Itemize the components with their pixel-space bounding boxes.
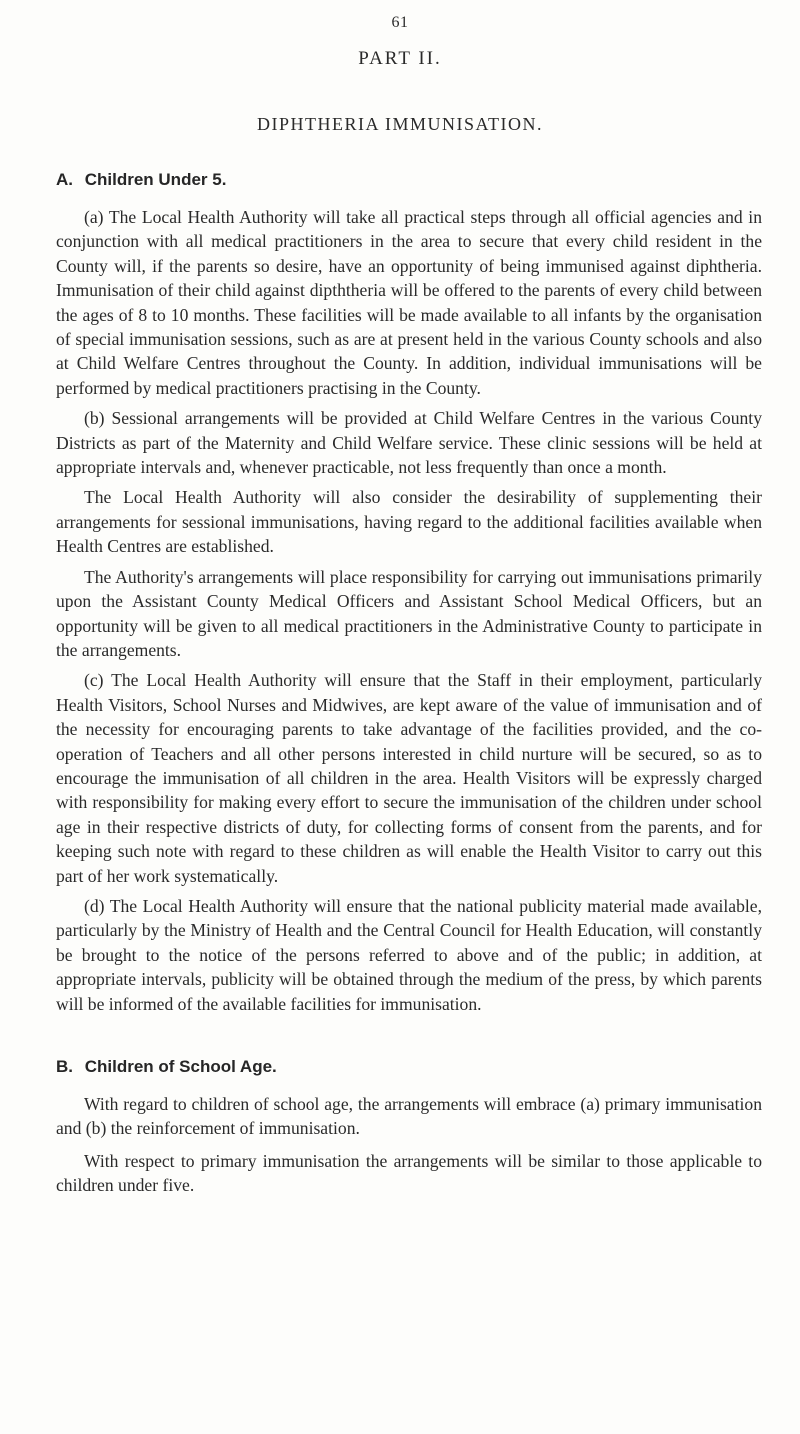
paragraph-b: (b) Sessional arrangements will be provided at Child Welfare Centres in the various County Districts as part of the Maternity and Child Welfare service. These clinic sessions will be held at appropriate intervals and, whenever practicable, not less frequently than once a month. [56, 408, 762, 478]
section-heading [56, 170, 762, 190]
section-children-under-5 [56, 170, 762, 1016]
page-number: 61 [391, 14, 409, 31]
section-heading [56, 1057, 762, 1077]
part-heading: PART II. [358, 48, 442, 69]
document-title: DIPHTHERIA IMMUNISATION. [257, 114, 543, 134]
paragraph-school-age-arrangements: With regard to children of school age, the arrangements will embrace (a) primary immunisation and (b) the reinforcement of immunisation. [56, 1094, 762, 1139]
paragraph-health-centres: The Local Health Authority will also consider the desirability of supplementing their arrangements for sessional immunisations, having regard to the additional facilities available when Health Centres are established. [56, 487, 762, 557]
section-letter: A. [56, 170, 73, 189]
paragraph-c: (c) The Local Health Authority will ensure that the Staff in their employment, particularly Health Visitors, School Nurses and Midwives, are kept aware of the value of immunisation and of the necessity for encouraging parents to take advantage of the facilities provided, and the co-operation of Teachers and all other persons interested in child nurture will be secured, so as to encourage the immunisation of all children in the area. Health Visitors will be expressly charged with responsibility for making every effort to secure the immunisation of the children under school age in their respective districts of duty, for collecting forms of consent from the parents, and for keeping such note with regard to these children as will enable the Health Visitor to carry out this part of her work systematically. [56, 670, 762, 886]
paragraph-d: (d) The Local Health Authority will ensure that the national publicity material made available, particularly by the Ministry of Health and the Central Council for Health Education, will constantly be brought to the notice of the persons referred to above and of the public; in addition, at appropriate intervals, publicity will be obtained through the medium of the press, by which parents will be informed of the available facilities for immunisation. [56, 895, 762, 1014]
section-children-of-school-age [56, 1057, 762, 1198]
paragraph-authority-arrangements: The Authority's arrangements will place responsibility for carrying out immunisations primarily upon the Assistant County Medical Officers and Assistant School Medical Officers, but an opportunity will be given to all medical practitioners in the Administrative County to participate in the arrangements. [56, 566, 762, 660]
section-letter: B. [56, 1057, 73, 1076]
paragraph-a: (a) The Local Health Authority will take all practical steps through all official agencies and in conjunction with all medical practitioners in the area to secure that every child resident in the County will, if the parents so desire, have an opportunity of being immunised against diphtheria. Immunisation of their child against dipththeria will be offered to the parents of every child between the ages of 8 to 10 months. These facilities will be made available to all infants by the organisation of special immunisation sessions, such as are at present held in the various County schools and also at Child Welfare Centres throughout the County. In addition, individual immunisations will be performed by medical practitioners practising in the County. [56, 207, 762, 398]
paragraph-primary-immunisation: With respect to primary immunisation the arrangements will be similar to those applicable to children under five. [56, 1150, 762, 1196]
section-title: Children Under 5. [84, 170, 227, 189]
section-title: Children of School Age. [84, 1057, 277, 1076]
